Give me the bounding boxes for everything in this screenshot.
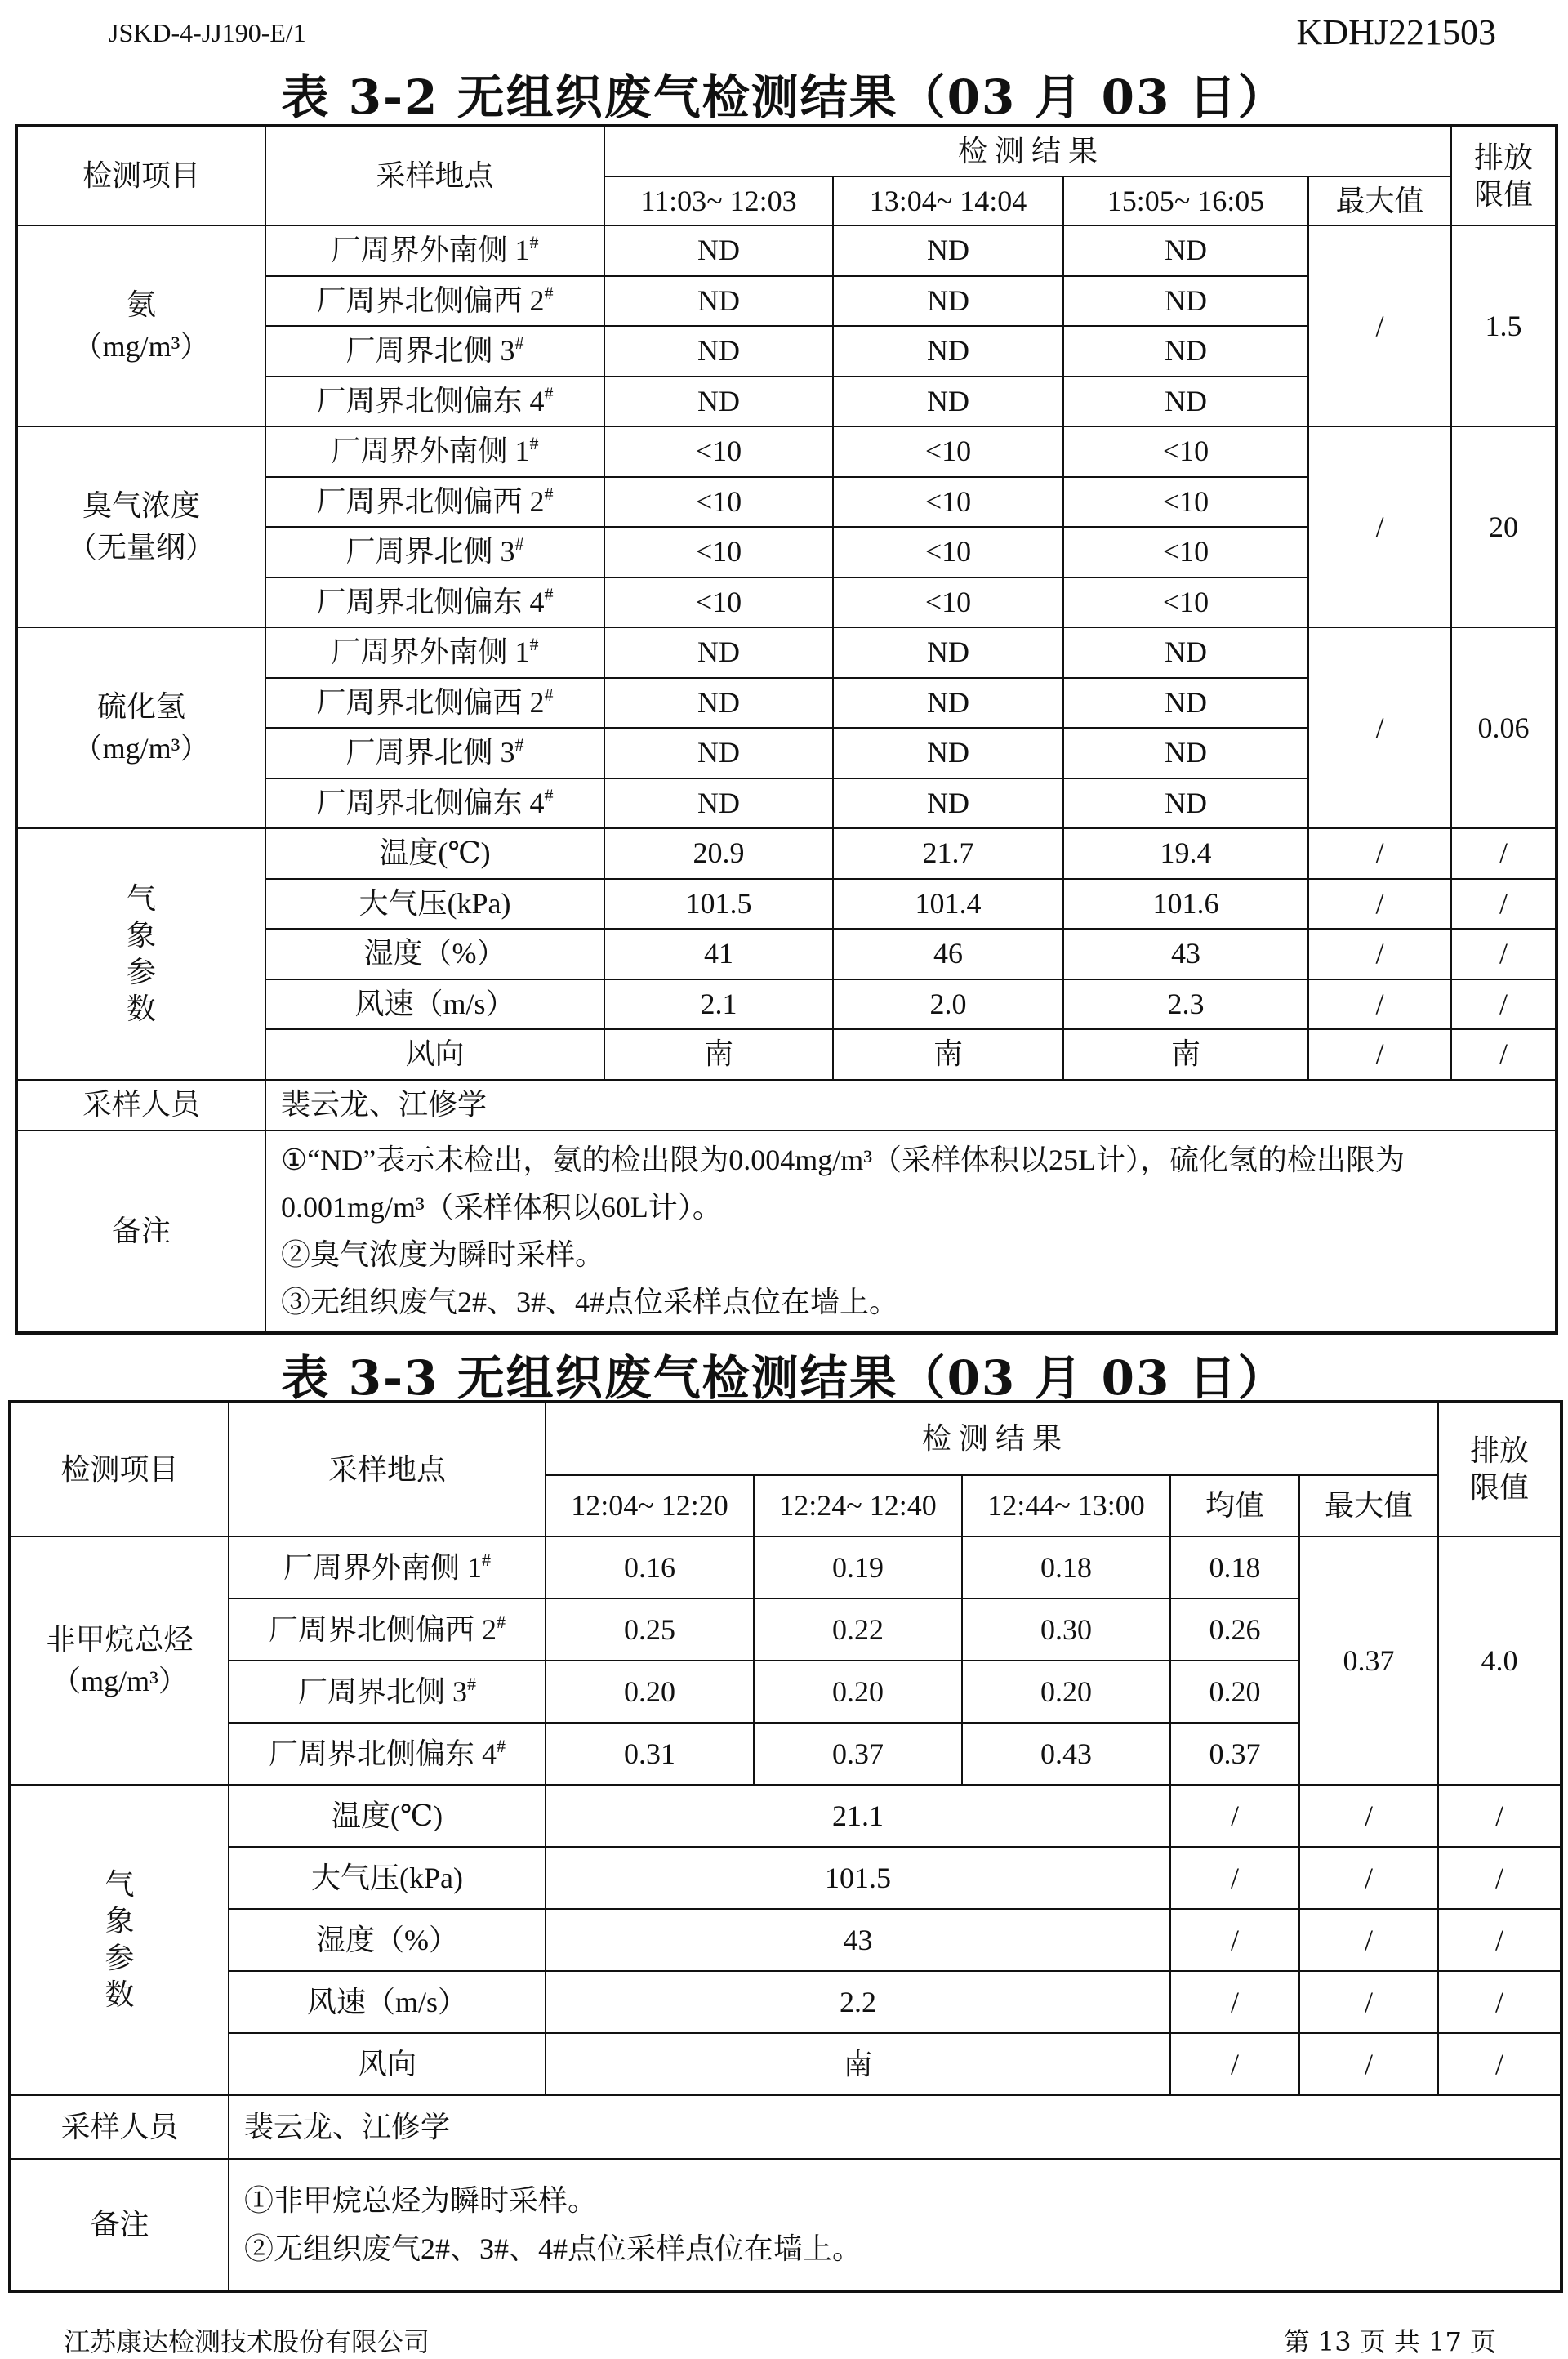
notes [229,2159,1561,2291]
average-value: / [1170,1847,1299,1909]
sampling-site [265,377,604,427]
sampling-site [229,1723,546,1785]
header-test-item: 检测项目 [10,1402,229,1536]
item-name: 臭气浓度 [82,489,200,522]
company-name: 江苏康达检测技术股份有限公司 [64,2326,430,2357]
table-row [16,1130,1557,1333]
site-superscript: # [544,282,554,303]
result-value: ND [833,778,1063,829]
result-value: <10 [1063,577,1308,628]
weather-label-char: 象 [105,1905,135,1938]
table-row [16,426,1557,477]
site-superscript: # [497,1735,506,1756]
item-unit: （mg/m³） [73,330,210,363]
max-value: / [1299,1847,1438,1909]
site-superscript: # [544,784,554,805]
sampling-site [265,326,604,377]
result-value: <10 [833,477,1063,528]
header-sampling-site: 采样地点 [229,1402,546,1536]
table1-title: 表 3-2 无组织废气检测结果（03 月 03 日） [281,69,1287,125]
note-line: ③无组织废气2#、3#、4#点位采样点位在墙上。 [281,1286,899,1319]
header-avg: 均值 [1170,1475,1299,1536]
site-name: 厂周界北侧 3 [345,334,515,368]
result-value: <10 [1063,477,1308,528]
site-superscript: # [544,684,554,705]
result-value: <10 [604,577,833,628]
table-row [10,1909,1561,1971]
result-value: ND [833,728,1063,778]
result-value: <10 [604,527,833,577]
site-superscript: # [467,1673,476,1694]
header-results: 检 测 结 果 [546,1402,1438,1475]
header-results: 检 测 结 果 [604,126,1451,176]
weather-param: 湿度（%） [265,929,604,979]
emission-limit: / [1451,879,1557,930]
header-time: 13:04~ 14:04 [833,176,1063,225]
weather-value: 101.4 [833,879,1063,930]
samplers: 裴云龙、江修学 [265,1080,1557,1130]
result-value: ND [604,678,833,729]
result-value: 0.22 [754,1599,962,1661]
notes-label: 备注 [10,2159,229,2291]
header-test-item: 检测项目 [16,126,265,225]
item-name: 氨 [126,288,156,321]
result-value: ND [1063,377,1308,427]
sampling-site [229,1536,546,1599]
emission-limit: 20 [1451,426,1557,627]
weather-value: 46 [833,929,1063,979]
emission-limit: / [1451,828,1557,879]
test-item [16,225,265,426]
weather-label-char: 气 [126,881,156,915]
weather-value: 43 [1063,929,1308,979]
page-number: 第 13 页 共 17 页 [1283,2326,1496,2357]
average-value: 0.26 [1170,1599,1299,1661]
weather-label-char: 象 [126,918,156,952]
table-row [10,1536,1561,1599]
table-row [10,1971,1561,2033]
sampling-site [265,426,604,477]
max-value: / [1299,2033,1438,2095]
site-name: 厂周界北侧偏东 4 [316,384,545,417]
table-row [16,828,1557,879]
result-value: 0.31 [546,1723,754,1785]
table-row [16,126,1557,176]
result-value: ND [833,326,1063,377]
header-time: 11:03~ 12:03 [604,176,833,225]
weather-param: 温度(℃) [265,828,604,879]
site-name: 厂周界北侧偏西 2 [268,1612,497,1646]
result-value: 0.19 [754,1536,962,1599]
average-value: / [1170,2033,1299,2095]
max-value: / [1299,1785,1438,1847]
result-value: ND [1063,276,1308,327]
site-superscript: # [544,483,554,504]
result-value: ND [604,728,833,778]
samplers: 裴云龙、江修学 [229,2095,1561,2159]
result-value: 0.16 [546,1536,754,1599]
average-value: / [1170,1909,1299,1971]
emission-limit: / [1451,979,1557,1030]
weather-params-label [16,828,265,1080]
result-value: ND [604,276,833,327]
average-value: 0.18 [1170,1536,1299,1599]
sampling-site [265,477,604,528]
result-value: 0.20 [754,1661,962,1723]
weather-value: 南 [604,1029,833,1080]
site-name: 厂周界北侧偏东 4 [268,1737,497,1770]
weather-value: 41 [604,929,833,979]
emission-limit: / [1451,1029,1557,1080]
notes-label: 备注 [16,1130,265,1333]
item-unit: （无量纲） [67,531,215,564]
max-value: / [1308,929,1451,979]
site-superscript: # [497,1611,506,1632]
weather-value: 2.2 [546,1971,1170,2033]
emission-limit: / [1438,1785,1561,1847]
weather-param: 大气压(kPa) [229,1847,546,1909]
note-line: ②无组织废气2#、3#、4#点位采样点位在墙上。 [244,2232,862,2265]
report-number: KDHJ221503 [1296,12,1496,52]
max-value: / [1308,426,1451,627]
test-item [16,627,265,828]
sampling-site [265,678,604,729]
weather-label-char: 参 [126,955,156,988]
table-row [10,1847,1561,1909]
result-value: <10 [1063,527,1308,577]
average-value: 0.37 [1170,1723,1299,1785]
result-value: 0.20 [962,1661,1170,1723]
site-superscript: # [514,734,524,756]
result-value: ND [604,377,833,427]
max-value: / [1308,627,1451,828]
header-max: 最大值 [1308,176,1451,225]
emission-limit: 0.06 [1451,627,1557,828]
result-value: ND [604,225,833,276]
emission-limit: 4.0 [1438,1536,1561,1785]
result-value: ND [1063,326,1308,377]
result-value: 0.37 [754,1723,962,1785]
average-value: / [1170,1785,1299,1847]
emission-limit: / [1451,929,1557,979]
weather-value: 101.6 [1063,879,1308,930]
max-value: / [1308,225,1451,426]
weather-value: 2.0 [833,979,1063,1030]
weather-param: 大气压(kPa) [265,879,604,930]
site-superscript: # [529,433,539,454]
test-item [16,426,265,627]
result-value: ND [604,326,833,377]
table2-nmhc [8,1400,1563,2293]
weather-value: 21.1 [546,1785,1170,1847]
table-row [10,2159,1561,2291]
result-value: <10 [833,426,1063,477]
max-value: / [1308,879,1451,930]
document-code: JSKD-4-JJ190-E/1 [109,18,306,47]
sampling-site [265,778,604,829]
result-value: ND [833,225,1063,276]
weather-label-char: 数 [105,1978,135,2011]
table2-title: 表 3-3 无组织废气检测结果（03 月 03 日） [281,1350,1287,1406]
weather-value: 20.9 [604,828,833,879]
samplers-label: 采样人员 [10,2095,229,2159]
site-superscript: # [482,1549,491,1570]
result-value: 0.25 [546,1599,754,1661]
result-value: ND [1063,225,1308,276]
sampling-site [265,276,604,327]
weather-params-label [10,1785,229,2095]
notes [265,1130,1557,1333]
weather-label-char: 参 [105,1942,135,1974]
weather-value: 19.4 [1063,828,1308,879]
result-value: <10 [833,577,1063,628]
site-name: 厂周界北侧偏西 2 [316,685,545,719]
result-value: <10 [833,527,1063,577]
average-value: / [1170,1971,1299,2033]
table-row [16,1080,1557,1130]
result-value: ND [833,678,1063,729]
result-value: ND [833,627,1063,678]
weather-param: 风向 [229,2033,546,2095]
header-sampling-site: 采样地点 [265,126,604,225]
emission-limit: / [1438,2033,1561,2095]
sampling-site [265,577,604,628]
result-value: ND [1063,778,1308,829]
site-superscript: # [529,634,539,655]
max-value: / [1308,1029,1451,1080]
site-name: 厂周界北侧 3 [297,1674,467,1708]
table-row [10,2033,1561,2095]
site-name: 厂周界北侧 3 [345,736,515,769]
site-superscript: # [544,583,554,604]
header-time: 12:44~ 13:00 [962,1475,1170,1536]
site-superscript: # [544,382,554,404]
sampling-site [265,728,604,778]
table-row [10,1402,1561,1475]
weather-value: 南 [546,2033,1170,2095]
header-limit: 排放限值 [1438,1402,1561,1536]
site-name: 厂周界北侧偏西 2 [316,283,545,317]
weather-param: 风向 [265,1029,604,1080]
weather-value: 101.5 [604,879,833,930]
result-value: 0.18 [962,1536,1170,1599]
result-value: <10 [1063,426,1308,477]
site-superscript: # [529,232,539,253]
max-value: / [1299,1909,1438,1971]
weather-value: 南 [1063,1029,1308,1080]
samplers-label: 采样人员 [16,1080,265,1130]
max-value: / [1308,828,1451,879]
site-superscript: # [514,533,524,555]
sampling-site [229,1599,546,1661]
item-name: 硫化氢 [96,690,185,723]
site-name: 厂周界北侧偏东 4 [316,786,545,819]
table-row [10,1785,1561,1847]
item-unit: （mg/m³） [51,1665,188,1697]
emission-limit: / [1438,1847,1561,1909]
note-line: 0.001mg/m³（采样体积以60L计）。 [281,1190,722,1224]
weather-label-char: 气 [105,1868,135,1901]
emission-limit: 1.5 [1451,225,1557,426]
note-line: ①非甲烷总烃为瞬时采样。 [244,2184,598,2218]
result-value: ND [1063,627,1308,678]
average-value: 0.20 [1170,1661,1299,1723]
site-superscript: # [514,332,524,354]
result-value: 0.43 [962,1723,1170,1785]
max-value: 0.37 [1299,1536,1438,1785]
note-line: ②臭气浓度为瞬时采样。 [281,1238,605,1272]
site-name: 厂周界外南侧 1 [331,635,530,669]
result-value: ND [833,276,1063,327]
site-name: 厂周界外南侧 1 [283,1550,482,1584]
header-time: 15:05~ 16:05 [1063,176,1308,225]
test-item [10,1536,229,1785]
emission-limit: / [1438,1909,1561,1971]
table-row [16,225,1557,276]
weather-value: 21.7 [833,828,1063,879]
weather-param: 风速（m/s） [265,979,604,1030]
result-value: ND [1063,678,1308,729]
weather-label-char: 数 [126,992,156,1025]
site-name: 厂周界北侧偏西 2 [316,484,545,518]
site-name: 厂周界外南侧 1 [331,234,530,267]
note-line: ①“ND”表示未检出，氨的检出限为0.004mg/m³（采样体积以25L计），硫化氢的检出限为 [281,1143,1405,1176]
weather-value: 2.3 [1063,979,1308,1030]
weather-param: 风速（m/s） [229,1971,546,2033]
weather-value: 101.5 [546,1847,1170,1909]
header-time: 12:04~ 12:20 [546,1475,754,1536]
table-row [10,2095,1561,2159]
emission-limit: / [1438,1971,1561,2033]
site-name: 厂周界外南侧 1 [331,435,530,468]
site-name: 厂周界北侧 3 [345,535,515,569]
item-unit: （mg/m³） [73,732,210,765]
weather-param: 温度(℃) [229,1785,546,1847]
header-limit: 排放限值 [1451,126,1557,225]
result-value: ND [1063,728,1308,778]
result-value: ND [604,778,833,829]
header-max: 最大值 [1299,1475,1438,1536]
sampling-site [265,527,604,577]
result-value: 0.20 [546,1661,754,1723]
result-value: ND [833,377,1063,427]
weather-value: 43 [546,1909,1170,1971]
result-value: ND [604,627,833,678]
table-row [16,627,1557,678]
sampling-site [265,627,604,678]
weather-param: 湿度（%） [229,1909,546,1971]
item-name: 非甲烷总烃 [46,1623,194,1656]
max-value: / [1308,979,1451,1030]
sampling-site [229,1661,546,1723]
result-value: 0.30 [962,1599,1170,1661]
header-time: 12:24~ 12:40 [754,1475,962,1536]
weather-value: 南 [833,1029,1063,1080]
table1-nh3-odor-h2s [15,124,1558,1335]
sampling-site [265,225,604,276]
result-value: <10 [604,477,833,528]
result-value: <10 [604,426,833,477]
max-value: / [1299,1971,1438,2033]
site-name: 厂周界北侧偏东 4 [316,585,545,618]
weather-value: 2.1 [604,979,833,1030]
